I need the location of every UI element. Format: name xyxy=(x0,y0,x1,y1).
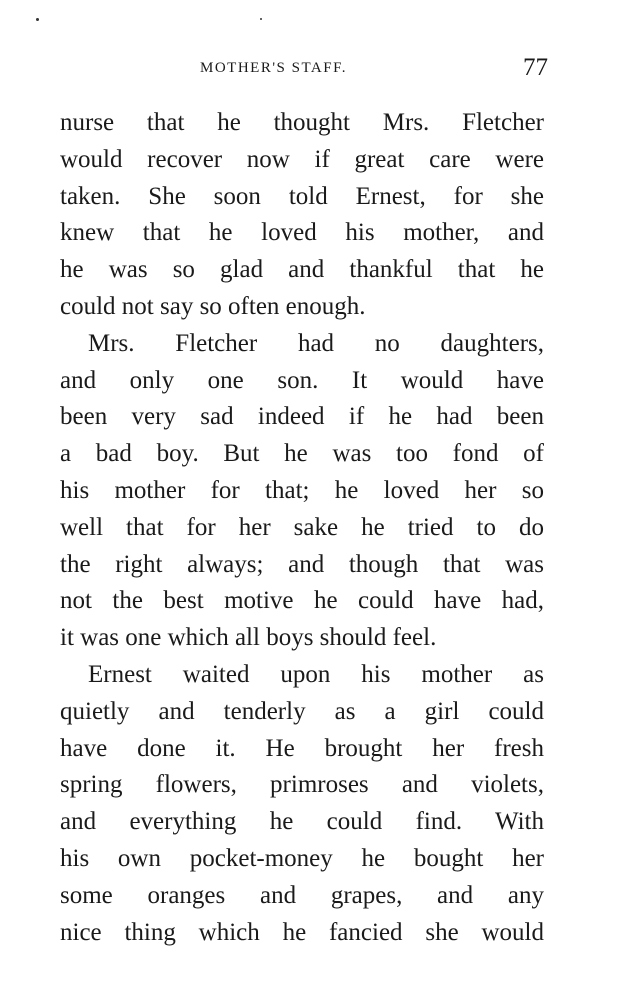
text-line: nurse that he thought Mrs. Fletcher xyxy=(60,109,544,136)
body-text xyxy=(60,105,544,951)
text-line: taken. She soon told Ernest, for she xyxy=(60,182,544,210)
text-line: well that for her sake he tried to do xyxy=(60,513,544,541)
text-line: the right always; and though that was xyxy=(60,550,544,578)
text-line: it was one which all boys should feel. xyxy=(60,624,437,652)
text-line: some oranges and grapes, and any xyxy=(60,881,544,909)
text-line: would recover now if great care were xyxy=(60,145,544,173)
text-line: he was so glad and thankful that he xyxy=(60,256,544,284)
text-line: a bad boy. But he was too fond of xyxy=(60,440,544,468)
text-line: Ernest waited upon his mother as xyxy=(88,660,544,688)
text-line: knew that he loved his mother, and xyxy=(60,219,544,247)
print-speck xyxy=(36,18,39,21)
text-line: his mother for that; he loved her so xyxy=(60,476,544,504)
page-number: 77 xyxy=(523,54,548,81)
text-line: spring flowers, primroses and violets, xyxy=(60,771,544,799)
text-line: been very sad indeed if he had been xyxy=(60,403,544,431)
running-head: MOTHER'S STAFF. xyxy=(200,60,347,76)
print-speck xyxy=(260,18,262,20)
text-line: his own pocket-money he bought her xyxy=(60,844,544,872)
text-line: could not say so often enough. xyxy=(60,292,366,320)
page-header xyxy=(60,56,548,86)
text-line: Mrs. Fletcher had no daughters, xyxy=(88,329,544,357)
text-line: and only one son. It would have xyxy=(60,366,544,394)
text-line: and everything he could find. With xyxy=(60,808,544,836)
text-line: nice thing which he fancied she would xyxy=(60,918,544,946)
text-line: not the best motive he could have had, xyxy=(60,587,544,615)
text-line: have done it. He brought her fresh xyxy=(60,734,544,762)
text-line: quietly and tenderly as a girl could xyxy=(60,697,544,725)
